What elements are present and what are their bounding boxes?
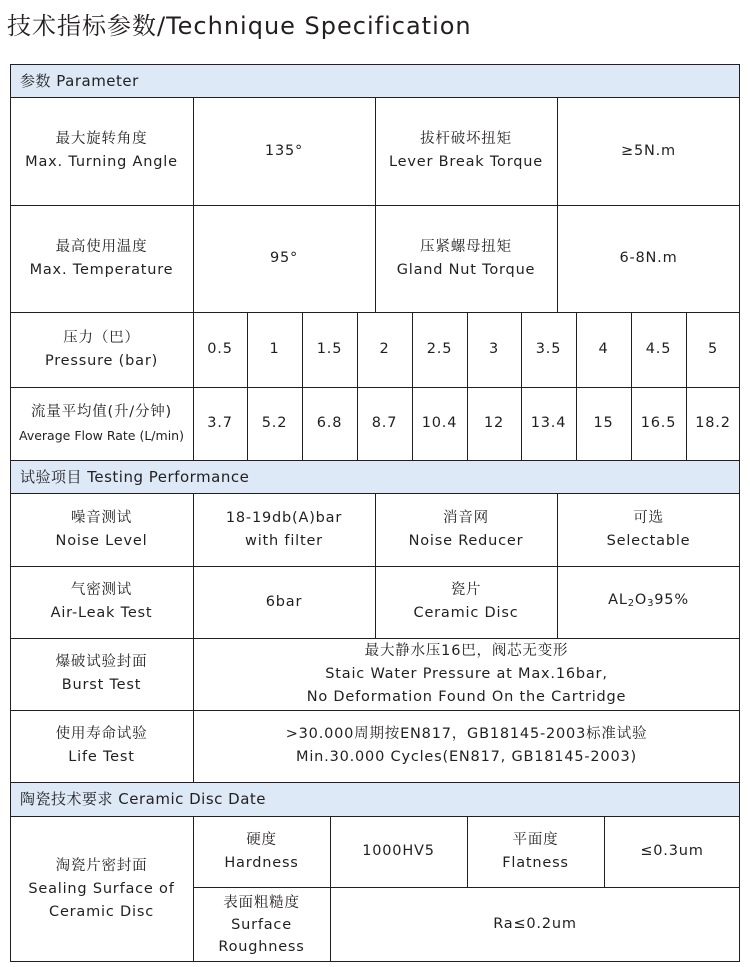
turning-angle-label: 最大旋转角度 Max. Turning Angle [25,131,178,170]
max-temp-value: 95° [269,250,299,266]
life-test-value: >30.000周期按EN817，GB18145-2003标准试验 Min.30.000 Cycles(EN817, GB18145-2003) [285,726,648,765]
flow-value: 13.4 [530,415,567,431]
life-test-label: 使用寿命试验 Life Test [55,726,148,765]
air-leak-label: 气密测试 Air-Leak Test [50,582,153,621]
hardness-value: 1000HV5 [362,843,435,859]
flatness-label: 平面度 Flatness [502,831,569,871]
pressure-value: 1.5 [316,341,343,357]
burst-test-value: 最大静水压16巴，阀芯无变形 Staic Water Pressure at Max.16bar, No Deformation Found On the Cartridge [306,642,627,705]
noise-reducer-label: 消音网 Noise Reducer [408,509,524,549]
flow-value: 5.2 [261,415,288,431]
flatness-value: ≤0.3um [640,843,704,859]
flow-value: 18.2 [695,415,731,431]
flow-value: 15 [593,415,614,431]
pressure-value: 3 [488,341,500,357]
burst-test-label: 爆破试验封面 Burst Test [55,654,148,693]
roughness-label: 表面粗糙度 Surface Roughness [218,894,305,955]
flow-value: 8.7 [371,415,398,431]
pressure-value: 4.5 [645,341,672,357]
lever-break-label: 拔杆破坏扭矩 Lever Break Torque [389,131,543,170]
pressure-value: 2 [379,341,390,357]
pressure-value: 4 [598,341,609,357]
noise-level-value: 18-19db(A)bar with filter [225,509,343,549]
page-title: 技术指标参数/Technique Specification [7,12,472,40]
flow-label: 流量平均值(升/分钟) Average Flow Rate (L/min) [19,403,184,443]
gland-nut-value: 6-8N.m [619,250,678,266]
section-header-testing: 试验项目 Testing Performance [11,461,739,493]
noise-level-label: 噪音测试 Noise Level [55,509,148,549]
flow-value: 12 [483,415,505,431]
ceramic-disc-label: 瓷片 Ceramic Disc [413,582,519,621]
divider [10,460,740,461]
flow-value: 3.7 [207,415,233,431]
pressure-value: 0.5 [207,341,233,357]
pressure-value: 2.5 [426,341,453,357]
pressure-value: 3.5 [535,341,562,357]
turning-angle-value: 135° [264,142,304,159]
pressure-label: 压力（巴） Pressure (bar) [44,329,159,369]
hardness-label: 硬度 Hardness [224,831,299,871]
flow-value: 10.4 [421,415,458,431]
air-leak-value: 6bar [265,593,303,610]
roughness-value: Ra≤0.2um [493,916,577,932]
divider [10,782,740,783]
gland-nut-label: 压紧螺母扭矩 Gland Nut Torque [396,238,536,278]
sealing-surface-label: 淘瓷片密封面 Sealing Surface of Ceramic Disc [28,857,175,920]
section-header-ceramic: 陶瓷技术要求 Ceramic Disc Date [11,783,739,816]
ceramic-disc-value: $AL_2O_395\%$ [608,592,689,609]
pressure-value: 5 [707,341,719,357]
section-header-parameter: 参数 Parameter [11,65,739,97]
noise-reducer-value: 可选 Selectable [606,509,691,549]
flow-value: 6.8 [316,415,343,431]
pressure-value: 1 [269,341,280,357]
max-temp-label: 最高使用温度 Max. Temperature [29,238,174,278]
flow-value: 16.5 [640,415,677,431]
lever-break-value: ≥5N.m [621,142,676,159]
